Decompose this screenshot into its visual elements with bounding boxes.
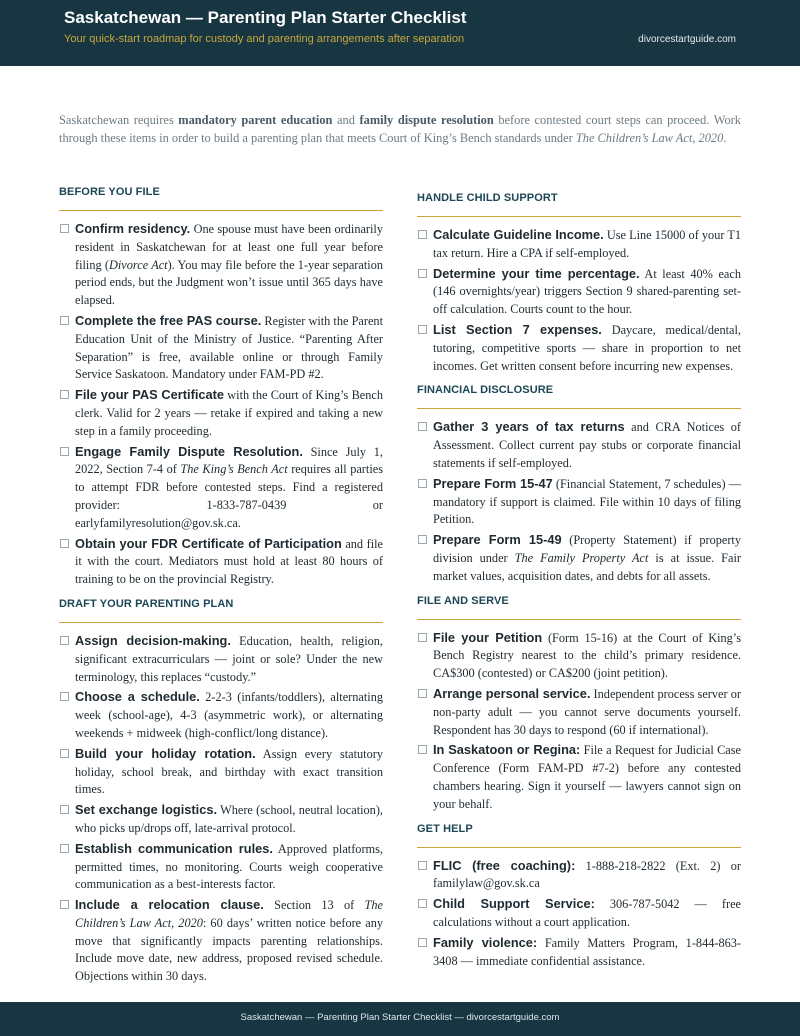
header-band bbox=[0, 0, 800, 66]
page-title: Saskatchewan — Parenting Plan Starter Checklist bbox=[64, 8, 467, 27]
item-text: Where (school, neutral location), who picks up/drops off, late-arrival protocol. bbox=[75, 803, 383, 835]
item-emphasis: The King’s Bench Act bbox=[180, 462, 288, 477]
checklist-item bbox=[417, 475, 741, 529]
checkbox[interactable] bbox=[60, 805, 69, 814]
item-lead: Build your holiday rotation. bbox=[75, 745, 256, 761]
checkbox[interactable] bbox=[60, 749, 69, 758]
checklist-item bbox=[59, 443, 383, 533]
section-title: FILE AND SERVE bbox=[417, 594, 509, 607]
item-text: Assign every statutory holiday, school break, and birthday with exact transition times. bbox=[75, 746, 383, 797]
intro-bold-parent-education: mandatory parent education bbox=[178, 113, 333, 127]
checkbox[interactable] bbox=[418, 938, 427, 947]
checkbox[interactable] bbox=[418, 230, 427, 239]
section-divider bbox=[417, 408, 741, 409]
item-emphasis: The Family Property Act bbox=[514, 550, 649, 565]
item-lead: Family violence: bbox=[433, 934, 538, 950]
item-text: Use Line 15000 of your T1 tax return. Hire a CPA if self-employed. bbox=[433, 228, 741, 260]
checklist-item bbox=[417, 531, 741, 585]
item-lead: Determine your time percentage. bbox=[433, 265, 640, 281]
checklist-item bbox=[59, 896, 383, 986]
checkbox[interactable] bbox=[60, 900, 69, 909]
item-text: with the Court of King’s Bench clerk. Valid for 2 years — retake if expired and taking a new step in a family proceeding. bbox=[75, 388, 384, 438]
item-emphasis: Divorce Act bbox=[109, 257, 168, 272]
checklist-item bbox=[417, 418, 741, 472]
checkbox[interactable] bbox=[418, 535, 427, 544]
left-column bbox=[59, 185, 383, 988]
item-lead: Child Support Service: bbox=[433, 896, 595, 912]
item-lead: Assign decision-making. bbox=[75, 632, 231, 648]
item-text: Education, health, religion, significant extracurriculars — joint or sole? Under the new terminology, this replaces “custody.” bbox=[75, 633, 383, 684]
checklist-item bbox=[59, 688, 383, 742]
section-divider bbox=[417, 847, 741, 848]
checkbox[interactable] bbox=[418, 899, 427, 908]
section-child-support bbox=[417, 185, 741, 375]
checkbox[interactable] bbox=[418, 745, 427, 754]
footer-text: Saskatchewan — Parenting Plan Starter Checklist — divorcestartguide.com bbox=[240, 1012, 560, 1023]
item-text: File a Request for Judicial Case Conference (Form FAM-PD #7-2) before any contested chambers hearing. Sign it yourself — lawyers cannot sign on your behalf. bbox=[433, 743, 742, 811]
item-text: (Form 15-16) at the Court of King’s Bench Registry nearest to the child’s primary residence. CA$300 (contested) or CA$200 (joint petition). bbox=[433, 630, 741, 681]
item-text: Family Matters Program, 1-844-863-3408 — immediate confidential assistance. bbox=[433, 935, 741, 968]
item-lead: Prepare Form 15-49 bbox=[433, 532, 562, 548]
checklist-item bbox=[417, 934, 741, 971]
checklist-item bbox=[59, 840, 383, 894]
item-text: (Financial Statement, 7 schedules) — mandatory if support is claimed. File within 10 days of filing Petition. bbox=[433, 476, 742, 527]
checklist-item bbox=[417, 321, 741, 375]
checkbox[interactable] bbox=[418, 633, 427, 642]
section-divider bbox=[59, 622, 383, 623]
item-text: Independent process server or non-party adult — you cannot serve documents yourself. Respondent has 30 days to respond (60 if international). bbox=[433, 686, 741, 737]
item-lead: Arrange personal service. bbox=[433, 685, 591, 701]
item-lead: File your PAS Certificate bbox=[75, 387, 224, 403]
item-lead: Include a relocation clause. bbox=[75, 897, 264, 913]
checkbox[interactable] bbox=[60, 390, 69, 399]
intro-bold-dispute-resolution: family dispute resolution bbox=[359, 113, 494, 127]
item-text: (Property Statement) if property division under bbox=[433, 533, 741, 565]
checkbox[interactable] bbox=[418, 861, 427, 870]
section-get-help bbox=[417, 816, 741, 971]
item-lead: Calculate Guideline Income. bbox=[433, 227, 604, 242]
intro-text: Saskatchewan requires bbox=[59, 113, 179, 127]
checklist-item bbox=[59, 745, 383, 799]
item-lead: In Saskatoon or Regina: bbox=[433, 742, 581, 758]
footer-band bbox=[0, 1002, 800, 1036]
section-divider bbox=[59, 210, 383, 211]
checkbox[interactable] bbox=[60, 447, 69, 456]
item-text: ). You may file before the 1-year separation period ends, but the Judgment won’t issue until 365 days have elapsed. bbox=[75, 257, 383, 308]
checklist-item bbox=[59, 220, 383, 310]
section-divider bbox=[417, 216, 741, 217]
section-divider bbox=[417, 619, 741, 620]
item-lead: Choose a schedule. bbox=[75, 689, 200, 705]
section-title: FINANCIAL DISCLOSURE bbox=[417, 384, 554, 397]
item-text: One spouse must have been ordinarily resident in Saskatchewan for at least one full year before filing ( bbox=[75, 222, 383, 272]
checkbox[interactable] bbox=[418, 689, 427, 698]
checkbox[interactable] bbox=[60, 636, 69, 645]
checkbox[interactable] bbox=[60, 316, 69, 325]
item-text: Daycare, medical/dental, tutoring, competitive sports — share in proportion to net incomes. Get written consent before incurring new expenses. bbox=[433, 322, 741, 373]
intro-text: and bbox=[332, 113, 360, 127]
section-title: HANDLE CHILD SUPPORT bbox=[417, 192, 558, 204]
item-lead: FLIC (free coaching): bbox=[433, 857, 576, 873]
section-title: BEFORE YOU FILE bbox=[59, 186, 160, 198]
checklist-item bbox=[417, 685, 741, 739]
checkbox[interactable] bbox=[60, 539, 69, 548]
checkbox[interactable] bbox=[418, 269, 427, 278]
section-before-you-file bbox=[59, 185, 383, 589]
section-title: DRAFT YOUR PARENTING PLAN bbox=[59, 597, 234, 610]
section-file-and-serve bbox=[417, 588, 741, 814]
checklist-item bbox=[59, 801, 383, 838]
item-lead: Confirm residency. bbox=[75, 221, 191, 236]
item-text: 306-787-5042 — free calculations without a court application. bbox=[433, 897, 741, 929]
section-financial-disclosure bbox=[417, 377, 741, 585]
item-text: At least 40% each (146 overnights/year) triggers Section 9 shared-parenting set-off calculation. Courts count to the hour. bbox=[433, 266, 741, 317]
intro-act-title: The Children’s Law Act, 2020 bbox=[575, 131, 724, 145]
checkbox[interactable] bbox=[418, 325, 427, 334]
checklist-item bbox=[417, 226, 741, 263]
item-text: Approved platforms, permitted times, no monitoring. Courts weigh cooperative communication as a best-interests factor. bbox=[75, 841, 383, 892]
checklist-item bbox=[417, 265, 741, 319]
checkbox[interactable] bbox=[60, 224, 69, 233]
checkbox[interactable] bbox=[418, 479, 427, 488]
item-lead: Engage Family Dispute Resolution. bbox=[75, 443, 303, 459]
item-text: Since July 1, 2022, Section 7-4 of bbox=[75, 444, 383, 477]
section-draft-parenting-plan bbox=[59, 591, 383, 986]
checklist-item bbox=[59, 632, 383, 686]
item-text: requires all parties to attempt FDR before contested steps. Find a registered provider: 1-833-787-0439 or earlyfamilyresolution@gov.sk.ca. bbox=[75, 462, 383, 530]
item-text: 2-2-3 (infants/toddlers), alternating week (school-age), 4-3 (asymmetric work), or alternating weekends + midweek (high-conflict/long distance). bbox=[75, 690, 383, 740]
item-lead: File your Petition bbox=[433, 629, 543, 645]
right-column bbox=[417, 185, 741, 972]
checklist-item bbox=[59, 386, 383, 440]
section-title: GET HELP bbox=[417, 822, 473, 835]
checkbox[interactable] bbox=[60, 844, 69, 853]
checklist-item bbox=[59, 312, 383, 384]
item-text: and CRA Notices of Assessment. Collect current pay stubs or corporate financial statements if self-employed. bbox=[433, 420, 741, 470]
checklist-item bbox=[59, 535, 383, 589]
item-text: : 60 days’ written notice before any move that significantly impacts parenting relationships. Include move date, new address, proposed revised schedule. Objections within 30 days. bbox=[75, 915, 383, 984]
item-emphasis: The Children’s Law Act, 2020 bbox=[75, 898, 383, 930]
item-lead: Gather 3 years of tax returns bbox=[433, 419, 625, 435]
intro-paragraph bbox=[59, 111, 741, 147]
item-text: 1-888-218-2822 (Ext. 2) or familylaw@gov.sk.ca bbox=[433, 858, 741, 891]
item-lead: Complete the free PAS course. bbox=[75, 312, 262, 328]
item-lead: List Section 7 expenses. bbox=[433, 321, 602, 337]
checklist-item bbox=[417, 857, 741, 894]
item-lead: Obtain your FDR Certificate of Participation bbox=[75, 535, 342, 551]
checkbox[interactable] bbox=[418, 422, 427, 431]
page-subtitle: Your quick-start roadmap for custody and parenting arrangements after separation bbox=[64, 33, 465, 45]
item-text: Section 13 of bbox=[263, 898, 365, 913]
checklist-item bbox=[417, 629, 741, 683]
intro-text: . bbox=[723, 131, 727, 145]
intro-text: before contested court steps can proceed. Work through these items in order to build a parenting plan that meets Court of King’s Bench standards under bbox=[59, 113, 741, 145]
item-text: Register with the Parent Education Unit of the Ministry of Justice. “Parenting After Separation” is free, available online or through Family Service Saskatoon. Mandatory under FAM-PD #2. bbox=[75, 313, 383, 382]
item-lead: Set exchange logistics. bbox=[75, 802, 218, 818]
checklist-item bbox=[417, 895, 741, 932]
item-lead: Prepare Form 15-47 bbox=[433, 475, 553, 491]
site-url[interactable]: divorcestartguide.com bbox=[638, 34, 736, 45]
item-lead: Establish communication rules. bbox=[75, 840, 273, 856]
checkbox[interactable] bbox=[60, 692, 69, 701]
item-text: is at issue. Fair market values, acquisition dates, and debts for all assets. bbox=[433, 550, 741, 583]
item-text: and file it with the court. Mediators must hold at least 80 hours of training to be on the provincial Registry. bbox=[75, 536, 384, 587]
checklist-item bbox=[417, 741, 741, 813]
